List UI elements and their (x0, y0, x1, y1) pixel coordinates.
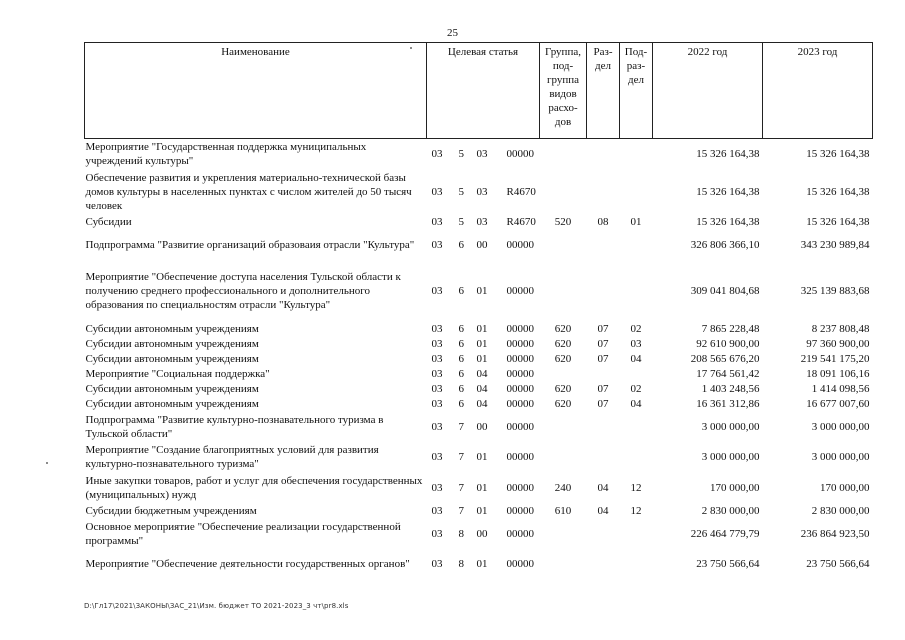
row-name: Мероприятие "Обеспечение деятельности государственных органов" (85, 558, 410, 570)
expense-group: 620 (554, 353, 572, 365)
amount-2022: 15 326 164,38 (696, 216, 760, 228)
amount-2023: 343 230 989,84 (800, 238, 870, 251)
target-article-event: 01 (476, 353, 488, 365)
header-year-2023: 2023 год (763, 43, 873, 139)
target-article-program: 03 (431, 420, 443, 433)
target-article-direction: 00000 (506, 383, 534, 395)
target-article-program: 03 (431, 398, 443, 410)
amount-2022: 309 041 804,68 (690, 284, 760, 297)
section-code: 07 (597, 338, 609, 350)
target-article-program: 03 (431, 147, 443, 160)
expense-group (540, 139, 587, 169)
file-path-footer: D:\Гл17\2021\ЗАКОНЫ\ЗАС_21\Изм. бюджет ТО 2021-2023_3 чт\pr8.xls (84, 602, 349, 610)
table-row (85, 169, 873, 215)
expense-group (540, 519, 587, 549)
amount-2022: 170 000,00 (710, 482, 760, 494)
expense-group (540, 260, 587, 322)
section-code: 07 (597, 323, 609, 335)
table-row (85, 230, 873, 260)
amount-2023: 1 414 098,56 (811, 383, 870, 395)
section-code (587, 367, 620, 382)
scan-speck (46, 462, 48, 464)
amount-2022: 17 764 561,42 (696, 368, 760, 380)
target-article-program: 03 (431, 368, 443, 380)
section-code (587, 519, 620, 549)
row-name: Мероприятие "Социальная поддержка" (85, 368, 270, 380)
target-article-event: 03 (476, 185, 488, 198)
amount-2023: 16 677 007,60 (806, 398, 870, 410)
target-article-direction: 00000 (506, 338, 534, 350)
expense-group (540, 442, 587, 473)
amount-2023: 8 237 808,48 (811, 323, 870, 335)
target-article-subprogram: 6 (458, 398, 464, 410)
header-group: Группа, под-группа видов расхо-дов (540, 43, 587, 139)
target-article-event: 01 (476, 505, 488, 517)
amount-2022: 92 610 900,00 (696, 338, 760, 350)
row-name: Основное мероприятие "Обеспечение реализации государственной программы" (85, 520, 401, 547)
amount-2023: 3 000 000,00 (811, 420, 870, 433)
amount-2023: 15 326 164,38 (806, 185, 870, 198)
amount-2022: 15 326 164,38 (696, 147, 760, 160)
target-article-direction: 00000 (506, 353, 534, 365)
row-name: Субсидии автономным учреждениям (85, 353, 259, 365)
target-article-subprogram: 8 (458, 527, 464, 540)
section-code (587, 230, 620, 260)
header-section: Раз-дел (587, 43, 620, 139)
amount-2023: 3 000 000,00 (811, 451, 870, 463)
amount-2022: 23 750 566,64 (696, 558, 760, 570)
target-article-event: 00 (476, 238, 488, 251)
target-article-subprogram: 5 (458, 185, 464, 198)
subsection-code (620, 169, 653, 215)
row-name: Обеспечение развития и укрепления материально-технической базы домов культуры в населенных пунктах с числом жителей до 50 тысяч человек (85, 171, 412, 212)
target-article-direction: 00000 (506, 284, 534, 297)
target-article-subprogram: 6 (458, 368, 464, 380)
target-article-program: 03 (431, 505, 443, 517)
table-row (85, 260, 873, 322)
amount-2022: 2 830 000,00 (701, 505, 760, 517)
target-article-event: 04 (476, 398, 488, 410)
section-code (587, 260, 620, 322)
target-article-program: 03 (431, 216, 443, 228)
amount-2023: 15 326 164,38 (806, 147, 870, 160)
section-code: 08 (597, 216, 609, 228)
table-row (85, 397, 873, 412)
target-article-event: 03 (476, 147, 488, 160)
target-article-event: 03 (476, 216, 488, 228)
target-article-event: 01 (476, 451, 488, 463)
target-article-direction: 00000 (506, 451, 534, 463)
row-name: Мероприятие "Создание благоприятных условий для развития культурно-познавательного туризма" (85, 444, 379, 470)
amount-2023: 97 360 900,00 (806, 338, 870, 350)
amount-2022: 1 403 248,56 (701, 383, 760, 395)
target-article-program: 03 (431, 527, 443, 540)
target-article-direction: 00000 (506, 482, 534, 494)
expense-group (540, 230, 587, 260)
target-article-program: 03 (431, 482, 443, 494)
table-row (85, 367, 873, 382)
target-article-event: 01 (476, 284, 488, 297)
target-article-subprogram: 7 (458, 420, 464, 433)
target-article-subprogram: 6 (458, 238, 464, 251)
page-number: 25 (447, 27, 458, 39)
target-article-subprogram: 6 (458, 323, 464, 335)
target-article-event: 04 (476, 383, 488, 395)
row-name: Иные закупки товаров, работ и услуг для обеспечения государственных (муниципальных) нужд (85, 475, 423, 501)
target-article-program: 03 (431, 284, 443, 297)
amount-2022: 3 000 000,00 (701, 420, 760, 433)
target-article-event: 01 (476, 558, 488, 570)
target-article-program: 03 (431, 451, 443, 463)
target-article-event: 04 (476, 368, 488, 380)
target-article-subprogram: 7 (458, 451, 464, 463)
amount-2023: 2 830 000,00 (811, 505, 870, 517)
amount-2023: 236 864 923,50 (800, 527, 870, 540)
subsection-code: 04 (630, 353, 642, 365)
target-article-direction: 00000 (506, 505, 534, 517)
table-row (85, 473, 873, 504)
table-row (85, 382, 873, 397)
amount-2023: 15 326 164,38 (806, 216, 870, 228)
amount-2023: 325 139 883,68 (800, 284, 870, 297)
target-article-event: 00 (476, 527, 488, 540)
amount-2022: 326 806 366,10 (690, 238, 760, 251)
expense-group: 620 (554, 398, 572, 410)
subsection-code: 12 (630, 482, 642, 494)
target-article-program: 03 (431, 323, 443, 335)
subsection-code: 02 (630, 383, 642, 395)
amount-2022: 208 565 676,20 (690, 353, 760, 365)
subsection-code (620, 139, 653, 169)
target-article-subprogram: 6 (458, 353, 464, 365)
row-name: Субсидии автономным учреждениям (85, 323, 259, 335)
table-row (85, 139, 873, 169)
row-name: Субсидии автономным учреждениям (85, 383, 259, 395)
section-code: 04 (597, 505, 609, 517)
target-article-event: 00 (476, 420, 488, 433)
table-row (85, 549, 873, 580)
target-article-program: 03 (431, 185, 443, 198)
expense-group (540, 549, 587, 580)
target-article-direction: 00000 (506, 323, 534, 335)
subsection-code (620, 260, 653, 322)
amount-2022: 3 000 000,00 (701, 451, 760, 463)
amount-2022: 7 865 228,48 (701, 323, 760, 335)
table-row (85, 504, 873, 519)
target-article-program: 03 (431, 558, 443, 570)
subsection-code: 03 (630, 338, 642, 350)
subsection-code (620, 367, 653, 382)
target-article-direction: 00000 (506, 368, 534, 380)
row-name: Подпрограмма "Развитие организаций образоваия отрасли "Культура" (85, 238, 415, 251)
amount-2023: 219 541 175,20 (800, 353, 870, 365)
subsection-code (620, 549, 653, 580)
target-article-direction: 00000 (506, 147, 534, 160)
table-row (85, 215, 873, 230)
subsection-code: 01 (630, 216, 642, 228)
target-article-program: 03 (431, 353, 443, 365)
table-body (85, 139, 873, 580)
target-article-subprogram: 5 (458, 147, 464, 160)
subsection-code: 04 (630, 398, 642, 410)
section-code (587, 139, 620, 169)
row-name: Субсидии (85, 216, 132, 228)
target-article-direction: 00000 (506, 527, 534, 540)
expense-group (540, 169, 587, 215)
expense-group (540, 412, 587, 442)
target-article-subprogram: 5 (458, 216, 464, 228)
target-article-subprogram: 7 (458, 505, 464, 517)
target-article-direction: 00000 (506, 238, 534, 251)
subsection-code (620, 442, 653, 473)
budget-table (84, 42, 873, 580)
expense-group: 620 (554, 338, 572, 350)
target-article-subprogram: 8 (458, 558, 464, 570)
section-code: 04 (597, 482, 609, 494)
target-article-direction: 00000 (506, 420, 534, 433)
target-article-subprogram: 6 (458, 383, 464, 395)
subsection-code: 12 (630, 505, 642, 517)
header-subsection: Под-раз-дел (620, 43, 653, 139)
expense-group: 620 (554, 323, 572, 335)
target-article-direction: R4670 (506, 185, 536, 198)
table-row (85, 322, 873, 337)
target-article-program: 03 (431, 238, 443, 251)
section-code: 07 (597, 383, 609, 395)
expense-group: 620 (554, 383, 572, 395)
target-article-event: 01 (476, 338, 488, 350)
section-code (587, 442, 620, 473)
row-name: Мероприятие "Государственная поддержка муниципальных учреждений культуры" (85, 140, 367, 167)
expense-group (540, 367, 587, 382)
subsection-code: 02 (630, 323, 642, 335)
target-article-event: 01 (476, 482, 488, 494)
expense-group: 520 (554, 216, 572, 228)
table-row (85, 442, 873, 473)
amount-2022: 16 361 312,86 (696, 398, 760, 410)
header-name: Наименование (85, 43, 427, 139)
target-article-direction: R4670 (506, 216, 536, 228)
target-article-direction: 00000 (506, 398, 534, 410)
subsection-code (620, 412, 653, 442)
subsection-code (620, 230, 653, 260)
section-code: 07 (597, 353, 609, 365)
row-name: Мероприятие "Обеспечение доступа населения Тульской области к получению среднего профессионального и дополнительного образования по специальностям отрасли "Культура" (85, 270, 401, 311)
table-row (85, 519, 873, 549)
table-row (85, 352, 873, 367)
header-target-article: Целевая статья (427, 43, 540, 139)
target-article-subprogram: 6 (458, 338, 464, 350)
target-article-program: 03 (431, 383, 443, 395)
target-article-event: 01 (476, 323, 488, 335)
section-code: 07 (597, 398, 609, 410)
amount-2022: 15 326 164,38 (696, 185, 760, 198)
amount-2023: 18 091 106,16 (806, 368, 870, 380)
row-name: Субсидии автономным учреждениям (85, 338, 259, 350)
section-code (587, 412, 620, 442)
header-year-2022: 2022 год (653, 43, 763, 139)
target-article-direction: 00000 (506, 558, 534, 570)
row-name: Подпрограмма "Развитие культурно-познавательного туризма в Тульской области" (85, 413, 384, 440)
table-row (85, 412, 873, 442)
amount-2023: 23 750 566,64 (806, 558, 870, 570)
section-code (587, 169, 620, 215)
target-article-subprogram: 7 (458, 482, 464, 494)
expense-group: 240 (554, 482, 572, 494)
amount-2023: 170 000,00 (820, 482, 870, 494)
section-code (587, 549, 620, 580)
amount-2022: 226 464 779,79 (690, 527, 760, 540)
table-row (85, 337, 873, 352)
target-article-program: 03 (431, 338, 443, 350)
row-name: Субсидии бюджетным учреждениям (85, 505, 257, 517)
target-article-subprogram: 6 (458, 284, 464, 297)
table-header-row (85, 43, 873, 139)
scan-speck (410, 47, 412, 49)
expense-group: 610 (554, 505, 572, 517)
row-name: Субсидии автономным учреждениям (85, 398, 259, 410)
subsection-code (620, 519, 653, 549)
